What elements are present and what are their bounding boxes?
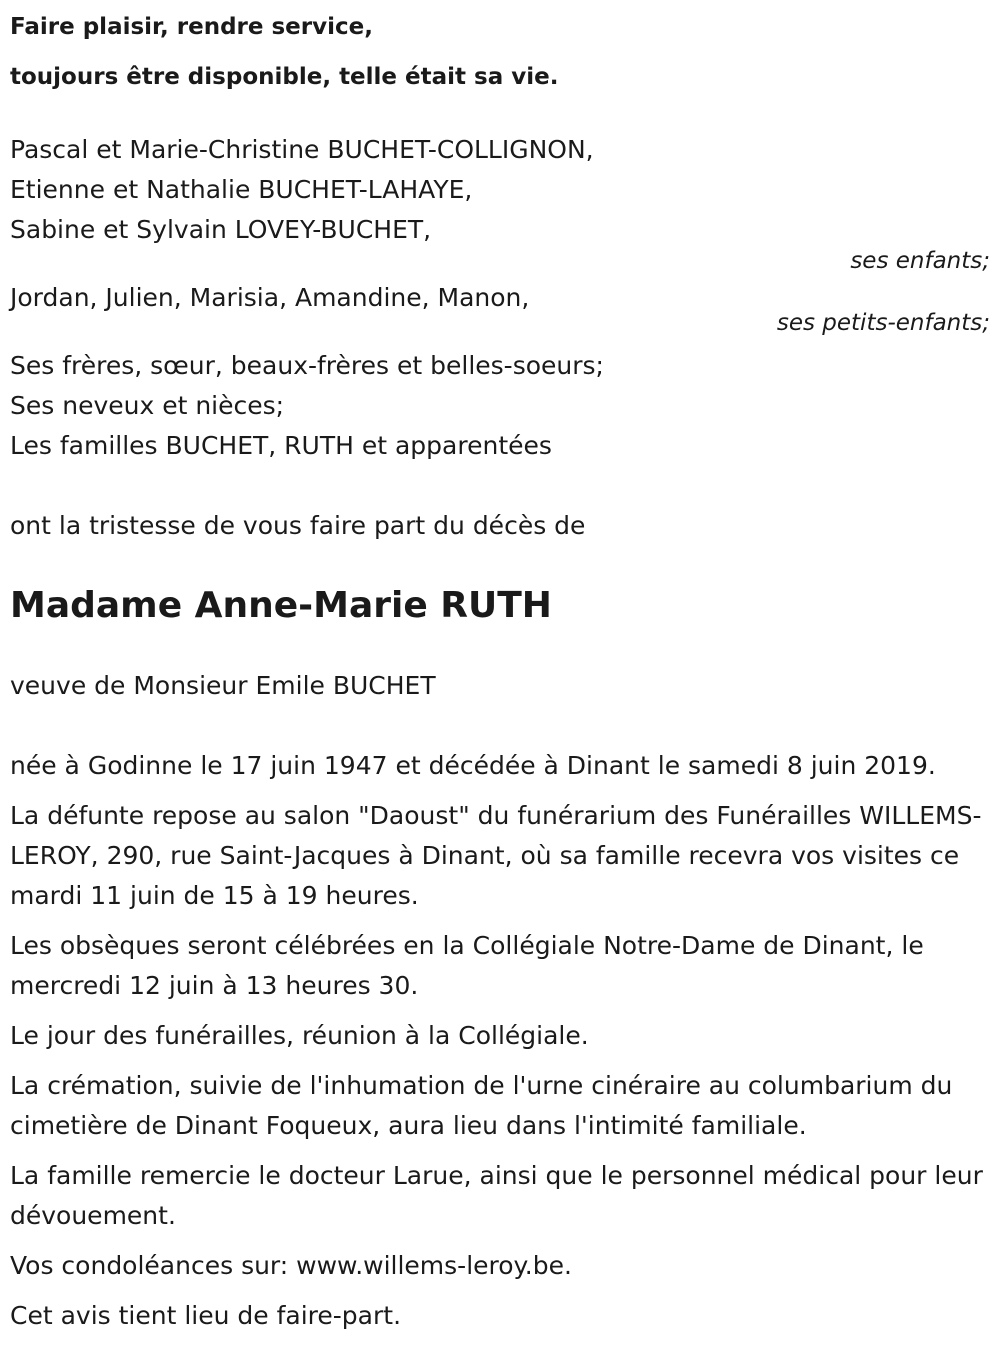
epigraph-line: Faire plaisir, rendre service, <box>10 14 373 40</box>
grandchildren-relation: ses petits-enfants; <box>776 310 990 336</box>
relatives-line: Ses frères, sœur, beaux-frères et belles-soeurs; <box>10 351 604 380</box>
grandchildren-names: Jordan, Julien, Marisia, Amandine, Manon, <box>10 283 530 312</box>
birth-death-line: née à Godinne le 17 juin 1947 et décédée à Dinant le samedi 8 juin 2019. <box>10 751 936 780</box>
funeral-paragraph: Les obsèques seront célébrées en la Collégiale Notre-Dame de Dinant, le mercredi 12 juin à 13 heures 30. <box>10 931 924 1000</box>
cremation-paragraph: La crémation, suivie de l'inhumation de l'urne cinéraire au columbarium du cimetière de Dinant Foqueux, aura lieu dans l'intimité familiale. <box>10 1071 953 1140</box>
child-name: Etienne et Nathalie BUCHET-LAHAYE, <box>10 175 473 204</box>
child-name: Sabine et Sylvain LOVEY-BUCHET, <box>10 215 432 244</box>
spouse-line: veuve de Monsieur Emile BUCHET <box>10 671 436 700</box>
epigraph <box>10 2 990 102</box>
announcement-text: ont la tristesse de vous faire part du décès de <box>10 511 586 540</box>
child-name: Pascal et Marie-Christine BUCHET-COLLIGNON, <box>10 135 594 164</box>
relatives-line: Les familles BUCHET, RUTH et apparentées <box>10 431 552 460</box>
viewing-paragraph: La défunte repose au salon "Daoust" du funérarium des Funérailles WILLEMS-LEROY, 290, rue Saint-Jacques à Dinant, où sa famille recevra vos visites ce mardi 11 juin de 15 à 19 heures. <box>10 801 982 910</box>
obituary-notice <box>10 0 990 1336</box>
condolences-line: Vos condoléances sur: www.willems-leroy.be. <box>10 1251 572 1280</box>
meeting-paragraph: Le jour des funérailles, réunion à la Collégiale. <box>10 1021 589 1050</box>
children-list <box>10 130 990 250</box>
relatives-list <box>10 346 990 466</box>
children-relation: ses enfants; <box>850 248 990 274</box>
epigraph-line: toujours être disponible, telle était sa vie. <box>10 64 559 90</box>
notice-line: Cet avis tient lieu de faire-part. <box>10 1301 402 1330</box>
relatives-line: Ses neveux et nièces; <box>10 391 285 420</box>
deceased-name: Madame Anne-Marie RUTH <box>10 585 552 626</box>
thanks-paragraph: La famille remercie le docteur Larue, ainsi que le personnel médical pour leur dévouement. <box>10 1161 983 1230</box>
